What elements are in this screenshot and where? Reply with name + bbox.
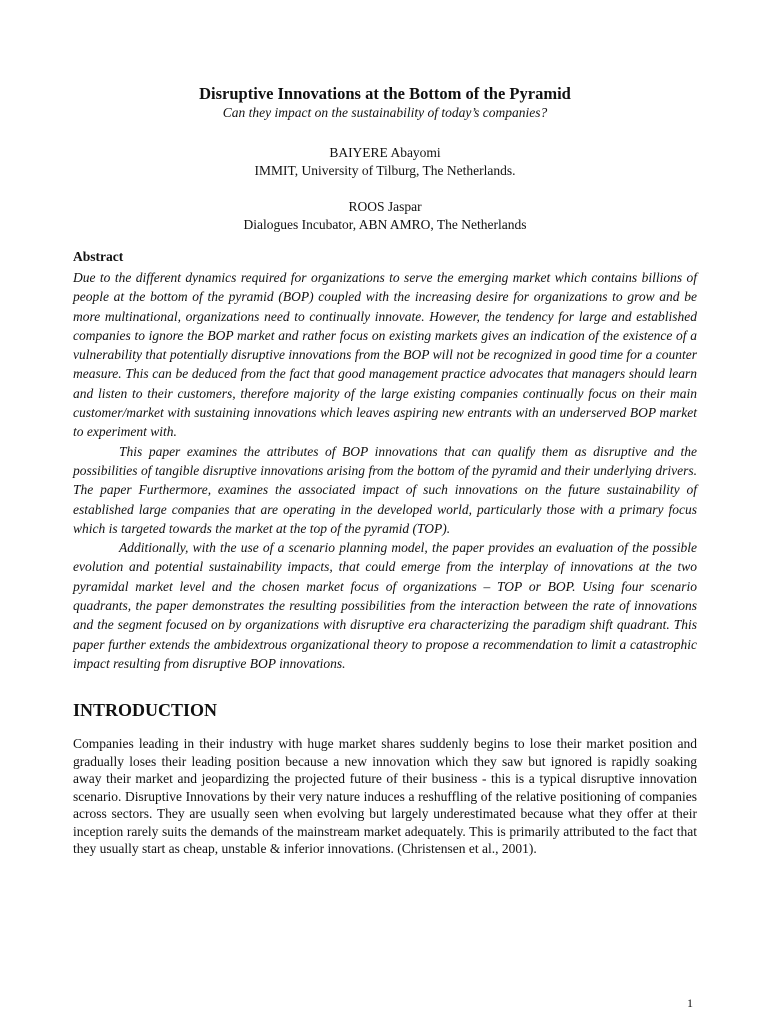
author-affiliation-1: IMMIT, University of Tilburg, The Netherlands.: [254, 163, 516, 178]
page-number: 1: [687, 996, 693, 1010]
paper-subtitle: Can they impact on the sustainability of today’s companies?: [222, 105, 548, 120]
abstract-section: [73, 248, 697, 673]
abstract-paragraph-2: This paper examines the attributes of BOP innovations that can qualify them as disruptive and the possibilities of tangible disruptive innovations arising from the bottom of the pyramid and their underlying drivers. The paper Furthermore, examines the associated impact of such innovations on the future sustainability of established large companies that are operating in the developed world, particularly those with a primary focus which is targeted towards the market at the top of the pyramid (TOP).: [73, 443, 697, 536]
introduction-section: [73, 699, 697, 858]
paper-page: [73, 84, 697, 858]
abstract-paragraph-1: Due to the different dynamics required for organizations to serve the emerging market which contains billions of people at the bottom of the pyramid (BOP) coupled with the increasing desire for organizations to grow and be more multinational, organizations need to continually innovate. However, the tendency for large and established companies to ignore the BOP market and rather focus on existing markets gives an indication of the existence of a vulnerability that potentially disruptive innovations from the BOP will not be recognized in good time for a counter measure. This can be deduced from the fact that good management practice advocates that managers should learn and listen to their customers, therefore majority of the large existing companies continually focus on their main customer/market with sustaining innovations which leaves aspiring new entrants with an underserved BOP market to experiment with.: [73, 270, 697, 440]
introduction-heading: INTRODUCTION: [73, 700, 218, 721]
abstract-heading: Abstract: [73, 249, 124, 264]
introduction-paragraph: Companies leading in their industry with huge market shares suddenly begins to lose their market position and gradually loses their leading position because a new innovation which they saw but ignored is rapidly soaking away their market and jeopardizing the projected future of their business - this is a typical disruptive innovation scenario. Disruptive Innovations by their very nature induces a reshuffling of the relative positioning of companies across sectors. They are usually seen when evolving but largely underestimated because what they offer at their inception rarely suits the demands of the mainstream market adequately. This is primarily attributed to the fact that they usually start as cheap, unstable & inferior innovations. (Christensen et al., 2001).: [73, 736, 697, 857]
author-name-2: ROOS Jaspar: [348, 199, 422, 214]
author-name-1: BAIYERE Abayomi: [329, 145, 441, 160]
abstract-paragraph-3: Additionally, with the use of a scenario planning model, the paper provides an evaluation of the possible evolution and potential sustainability impacts, that could emerge from the interplay of innovations at the two pyramidal market level and the chosen market focus of organizations – TOP or BOP. Using four scenario quadrants, the paper demonstrates the resulting possibilities from the interaction between the rate of innovations and the segment focused on by organizations with disruptive era characterizing the paradigm shift quadrant. This paper further extends the ambidextrous organizational theory to propose a recommendation to limit a catastrophic impact resulting from disruptive BOP innovations.: [73, 540, 697, 671]
author-affiliation-2: Dialogues Incubator, ABN AMRO, The Netherlands: [243, 217, 527, 232]
paper-title: Disruptive Innovations at the Bottom of the Pyramid: [199, 84, 571, 103]
